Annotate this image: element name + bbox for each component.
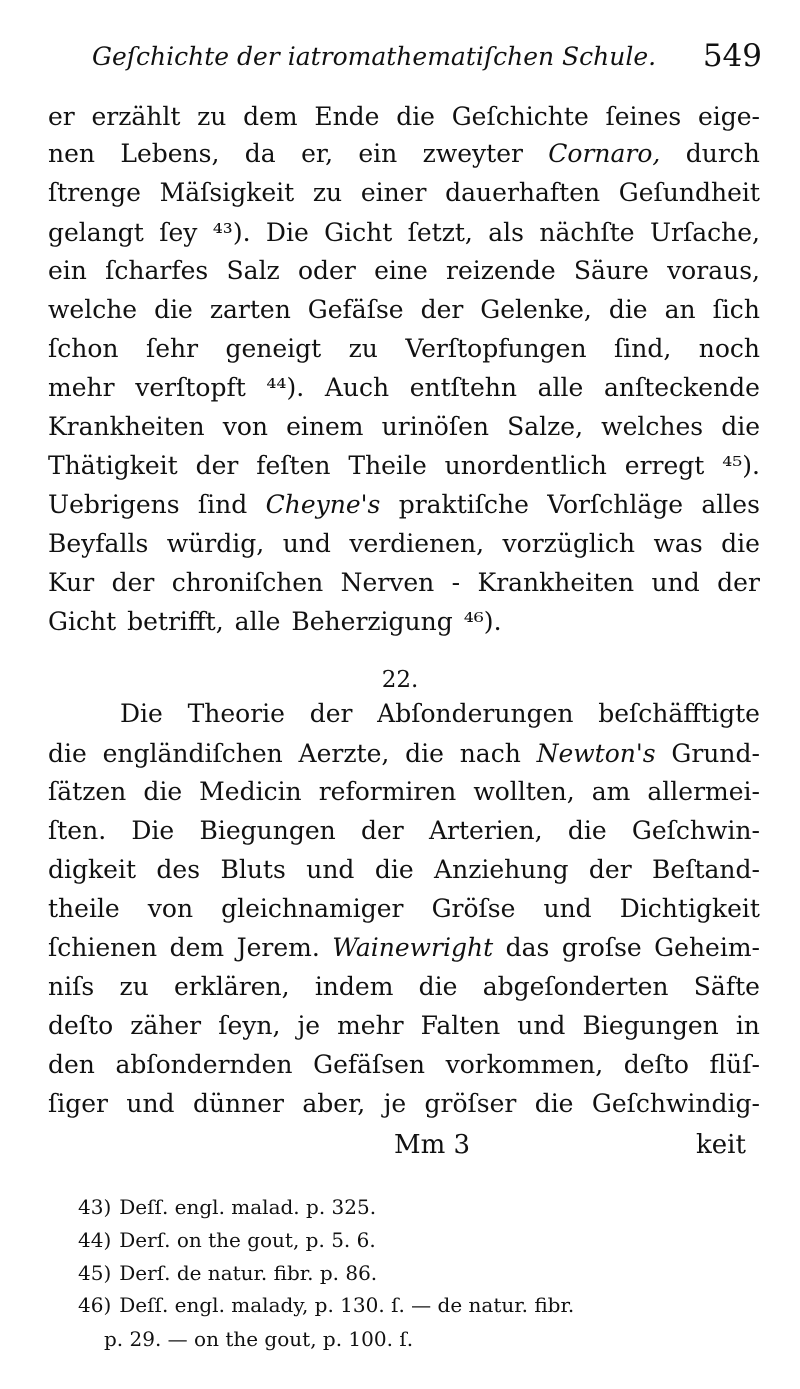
text-line [48,816,760,852]
word: ſich [712,295,760,324]
word: Jerem. [236,933,320,962]
footnote-text: Deſſ. engl. malady, p. 130. ſ. — de natur. fibr. [119,1293,575,1317]
word: zäher [130,1011,202,1040]
word: den [48,1050,95,1079]
text-line [120,699,760,735]
footnote-text: Derſ. de natur. fibr. p. 86. [119,1261,378,1285]
word: gelangt [48,218,144,247]
word: nächſte [539,218,635,247]
word: erzählt [91,102,181,131]
word: anſteckende [604,373,760,402]
word: Gröſse [431,894,516,923]
word: urinöſen [381,412,489,441]
word: ſiger [48,1089,108,1118]
word: und [517,1011,566,1040]
word: Beherzigung [291,607,453,636]
word: betrifft, [127,607,224,636]
word: Biegungen [199,816,336,845]
word: der [360,816,404,845]
word: welches [601,412,704,441]
word: ſten. [48,816,107,845]
word: verdienen, [349,529,485,558]
word: verſtopft [135,373,246,402]
word: engländiſchen [102,739,283,768]
text-line [48,529,760,565]
word: alles [701,490,760,519]
word: die [374,855,414,884]
text-line [48,451,760,487]
word: Newton's [536,739,656,768]
text-line [48,1011,760,1047]
section-number: 22. [381,667,419,693]
word: ſind, [613,334,672,363]
word: ſätzen [48,777,127,806]
word: ⁴⁵). [722,451,760,480]
footnote [78,1195,376,1223]
word: und [126,1089,175,1118]
word: Abſonderungen [377,699,574,728]
word: Cornaro, [548,139,661,168]
word: praktiſche [398,490,529,519]
word: und [651,568,700,597]
word: die [608,295,648,324]
word: ſehr [145,334,199,363]
word: Säure [573,256,649,285]
word: zweyter [422,139,523,168]
word: was [653,529,703,558]
word: vorzüglich [502,529,636,558]
word: ſeyn, [218,1011,281,1040]
word: erklären, [173,972,290,1001]
word: groſse [561,933,642,962]
word: Bluts [220,855,286,884]
word: ſchon [48,334,119,363]
word: entſtehn [409,373,517,402]
catchword: keit [696,1130,746,1160]
text-line [48,1050,760,1086]
word: allermei- [647,777,760,806]
word: würdig, [166,529,265,558]
footnote-text: Deſſ. engl. malad. p. 325. [119,1195,377,1219]
word: abgeſonderten [482,972,669,1001]
word: chroniſchen [171,568,324,597]
word: in [735,1011,760,1040]
word: mehr [48,373,115,402]
footnote [78,1228,376,1256]
word: Wainewright [332,933,494,962]
word: voraus, [667,256,760,285]
word: die [418,972,458,1001]
word: die [154,295,193,324]
word: Vorſchläge [547,490,684,519]
text-line [48,1089,760,1125]
word: die [567,816,607,845]
word: der [420,295,464,324]
word: ſeines [605,102,682,131]
footnote [78,1293,574,1321]
word: dünner [192,1089,284,1118]
text-line [48,139,760,175]
word: welche [48,295,138,324]
word: von [222,412,269,441]
text-line [48,933,760,969]
word: deſto [48,1011,114,1040]
word: dem [169,933,225,962]
word: Die [131,816,175,845]
word: Geheim- [654,933,760,962]
word: ſind [197,490,248,519]
word: die [48,739,87,768]
word: nach [459,739,521,768]
text-line [48,972,760,1008]
word: oder [298,256,356,285]
word: niſs [48,972,95,1001]
word: mehr [337,1011,404,1040]
word: Ende [314,102,380,131]
word: theile [48,894,120,923]
word: noch [698,334,760,363]
word: Die [120,699,163,728]
word: von [147,894,194,923]
word: Säfte [693,972,760,1001]
word: die [721,529,760,558]
word: gröſser [424,1089,517,1118]
word: Beyfalls [48,529,149,558]
word: Falten [420,1011,501,1040]
word: er [48,102,75,131]
word: der [588,855,632,884]
footnote-number: 43) [78,1195,112,1219]
word: digkeit [48,855,136,884]
footnote [104,1327,413,1355]
word: am [591,777,631,806]
word: als [488,218,524,247]
word: durch [685,139,760,168]
word: reformiren [318,777,457,806]
text-line [48,102,760,138]
page-number: 549 [702,38,762,74]
footnote-text: Derſ. on the gout, p. 5. 6. [119,1228,376,1252]
word: Thätigkeit [48,451,178,480]
word: Theile [348,451,427,480]
word: und [543,894,592,923]
word: Lebens, [120,139,220,168]
word: der [195,451,239,480]
word: zu [348,334,378,363]
word: und [306,855,355,884]
word: das [505,933,550,962]
word: Krankheiten [48,412,205,441]
text-line [48,568,760,604]
text-line [48,373,760,409]
text-line [48,256,760,292]
word: er, [301,139,334,168]
word: Gelenke, [480,295,592,324]
word: zarten [209,295,291,324]
word: Grund- [671,739,760,768]
word: Geſundheit [618,178,760,207]
word: ſcharfes [105,256,209,285]
word: abſondernden [115,1050,293,1079]
text-line [48,739,760,775]
word: der [111,568,155,597]
footnote-number: 46) [78,1293,112,1317]
word: und [282,529,331,558]
word: die [143,777,183,806]
word: Verſtopfungen [405,334,587,363]
word: Medicin [199,777,302,806]
text-line [48,607,760,643]
word: beſchäfftigte [598,699,760,728]
word: wollten, [473,777,575,806]
text-line [48,334,760,370]
word: vorkommen, [445,1050,604,1079]
word: die [721,412,760,441]
word: reizende [446,256,556,285]
word: Geſchichte [451,102,589,131]
word: einem [286,412,364,441]
word: Krankheiten [477,568,635,597]
word: Gefäſse [307,295,404,324]
word: Auch [324,373,390,402]
word: aber, [302,1089,366,1118]
word: zu [197,102,227,131]
word: Aerzte, [298,739,390,768]
word: Geſchwin- [631,816,760,845]
word: des [156,855,201,884]
word: geneigt [225,334,322,363]
word: ſey [159,218,198,247]
word: Uebrigens [48,490,180,519]
word: alle [537,373,584,402]
footnote-number: 44) [78,1228,112,1252]
footnote [78,1261,377,1289]
word: Gicht [48,607,117,636]
word: ein [48,256,87,285]
word: eige- [697,102,760,131]
running-title: Geſchichte der iatromathematiſchen Schule. [92,42,657,71]
word: ſetzt, [407,218,473,247]
word: ⁴⁶). [463,607,502,636]
word: Gefäſsen [313,1050,426,1079]
text-line [48,218,760,254]
text-line [48,894,760,930]
word: nen [48,139,95,168]
word: die [396,102,435,131]
word: ein [358,139,398,168]
footnote-text: p. 29. — on the gout, p. 100. ſ. [104,1327,414,1351]
text-line [48,490,760,526]
word: dauerhaften [445,178,601,207]
word: deſto [623,1050,689,1079]
word: flüſ- [709,1050,760,1079]
word: feſten [256,451,331,480]
word: unordentlich [444,451,607,480]
word: Salz [226,256,280,285]
word: Beſtand- [652,855,760,884]
word: alle [234,607,281,636]
word: ſtrenge [48,178,141,207]
word: Cheyne's [265,490,381,519]
running-header [92,38,762,86]
word: Dichtigkeit [619,894,760,923]
word: Geſchwindig- [591,1089,760,1118]
word: ſchienen [48,933,158,962]
word: - [451,568,461,597]
footnote-number: 45) [78,1261,112,1285]
word: Biegungen [582,1011,719,1040]
word: der [717,568,760,597]
word: gleichnamiger [221,894,404,923]
word: Urſache, [649,218,760,247]
word: zu [312,178,343,207]
word: Mäſsigkeit [159,178,295,207]
word: Gicht [324,218,393,247]
text-line [48,295,760,331]
word: da [244,139,276,168]
word: Anziehung [434,855,569,884]
word: eine [374,256,428,285]
word: ⁴³). [212,218,251,247]
word: Theorie [187,699,285,728]
word: Arterien, [428,816,543,845]
word: erregt [624,451,705,480]
word: Nerven [340,568,435,597]
word: indem [314,972,394,1001]
word: je [383,1089,407,1118]
word: zu [119,972,149,1001]
word: je [297,1011,321,1040]
word: ⁴⁴). [266,373,305,402]
word: die [405,739,444,768]
word: einer [360,178,427,207]
word: der [309,699,353,728]
word: Kur [48,568,95,597]
word: Die [265,218,309,247]
text-line [48,178,760,214]
word: Salze, [507,412,584,441]
signature-mark: Mm 3 [394,1130,471,1160]
text-line [48,855,760,891]
word: dem [243,102,298,131]
text-line [48,412,760,448]
word: die [534,1089,574,1118]
text-line [48,777,760,813]
word: an [664,295,696,324]
